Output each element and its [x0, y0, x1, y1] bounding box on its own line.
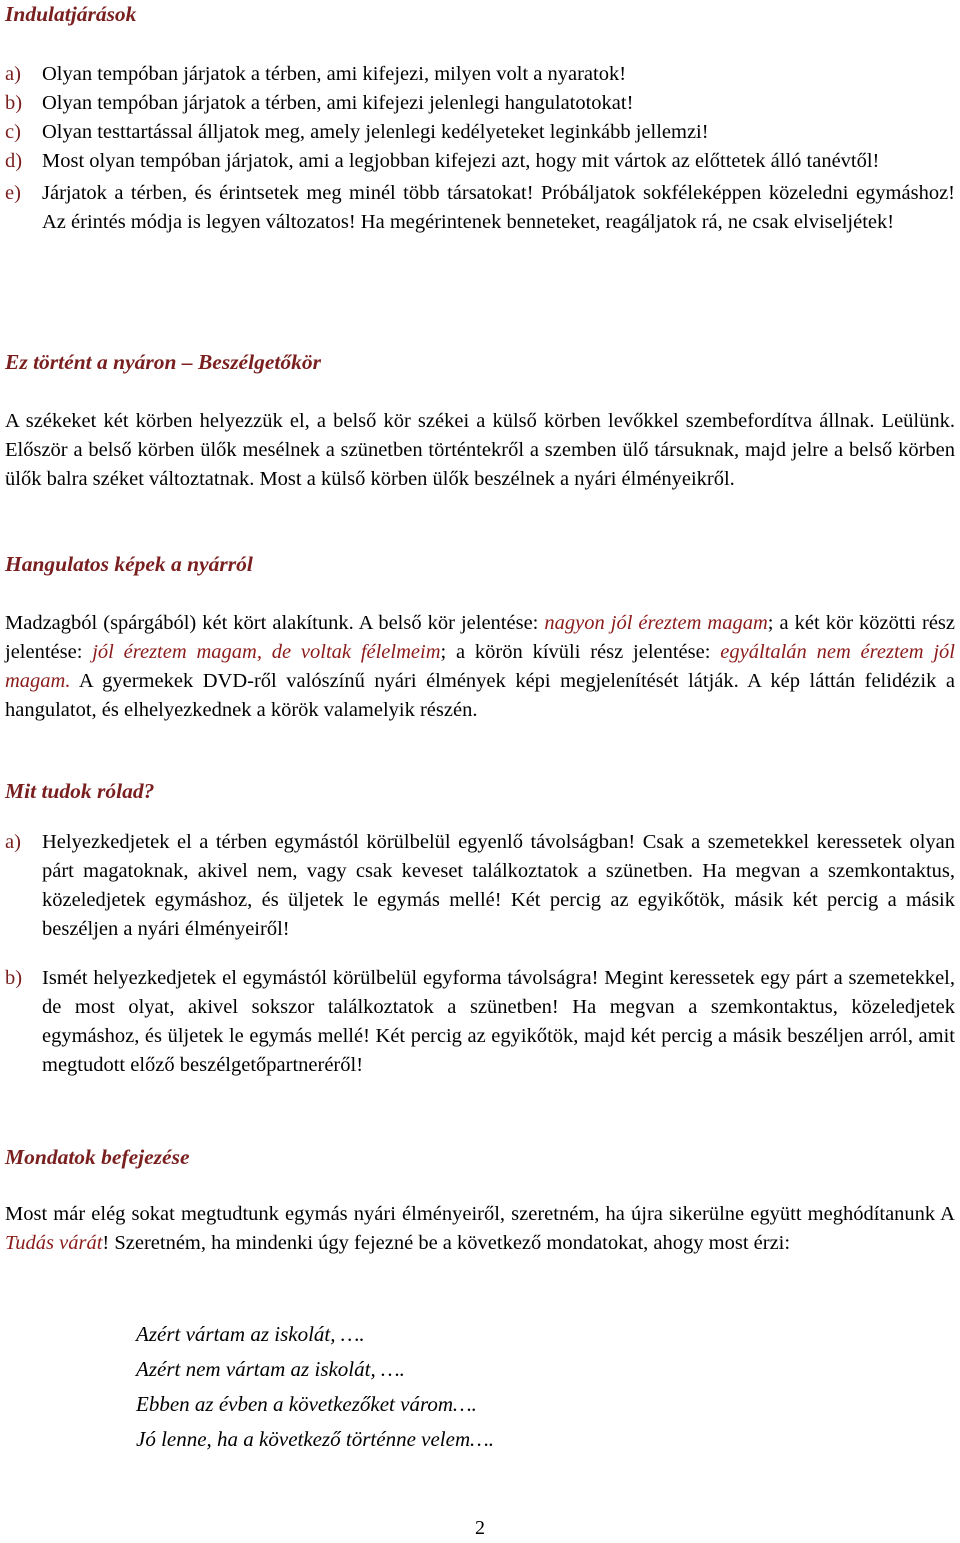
section-mit-tudok-rolad	[5, 777, 955, 1080]
list-marker: b)	[5, 92, 23, 114]
section-paragraph	[5, 609, 955, 725]
list-item-text: Most olyan tempóban járjatok, ami a legjobban kifejezi azt, hogy mit vártok az előttetek álló tanévtől!	[42, 150, 880, 172]
sentence-starter: Jó lenne, ha a következő történne velem….	[136, 1427, 495, 1451]
section-indulatjarasok	[5, 0, 955, 237]
list-item-text: Ismét helyezkedjetek el egymástól körülbelül egyforma távolságra! Megint keressetek egy párt a szemetekkel, de most olyat, akivel sokszor találkoztatok a szünetben! Ha megvan a szemkontaktus, közeledjetek egymáshoz, és üljetek le egymás mellé! Két percig az egyikőtök, majd két percig a másik beszéljen arról, amit megtudott előző beszélgetőpartneréről!	[42, 967, 955, 1076]
sentence-starter: Ebben az évben a következőket várom….	[136, 1392, 477, 1416]
text-run: Most már elég sokat megtudtunk egymás nyári élményeiről, szeretném, ha újra sikerülne együtt meghódítanunk A	[5, 1203, 955, 1225]
text-run: ; a két kör közötti rész jelentése:	[5, 612, 955, 663]
list-item-text: Olyan tempóban járjatok a térben, ami kifejezi, milyen volt a nyaratok!	[42, 63, 627, 85]
text-run: A gyermekek DVD-ről valószínű nyári élmények képi megjelenítését látják. A kép láttán felidézik a hangulatot, és elhelyezkednek a körök valamelyik részén.	[5, 670, 955, 721]
list-item	[5, 964, 955, 1080]
section-title: Indulatjárások	[5, 2, 137, 26]
section-mondatok-befejezese	[5, 1143, 955, 1258]
section-title: Hangulatos képek a nyárról	[5, 552, 253, 576]
sentence-starter: Azért vártam az iskolát, ….	[136, 1322, 365, 1346]
list-marker: a)	[5, 831, 21, 853]
list-item	[5, 147, 955, 176]
section-paragraph: A székeket két körben helyezzük el, a belső kör székei a külső körben levőkkel szembefordítva állnak. Leülünk. Először a belső körben ülők mesélnek a szünetben történtekről a szemben ülő társuknak, majd jelre a belső körben ülők balra széket változtatnak. Most a külső körben ülők beszélnek a nyári élményeikről.	[5, 410, 955, 490]
list-marker: a)	[5, 63, 21, 85]
section-title: Mit tudok rólad?	[5, 779, 155, 803]
sentence-starter: Azért nem vártam az iskolát, ….	[136, 1357, 405, 1381]
list-marker: d)	[5, 150, 23, 172]
list-item	[5, 89, 955, 118]
list-marker: c)	[5, 121, 21, 143]
text-run: ! Szeretném, ha mindenki úgy fejezné be a következő mondatokat, ahogy most érzi:	[102, 1232, 791, 1254]
emphasis-run: nagyon jól éreztem magam	[544, 612, 768, 634]
page-number: 2	[475, 1517, 485, 1539]
section-beszelgetokor	[5, 348, 955, 494]
sentence-starters	[136, 1317, 494, 1457]
list-item-text: Helyezkedjetek el a térben egymástól körülbelül egyenlő távolságban! Csak a szemetekkel keressetek olyan párt magatoknak, akivel nem, vagy csak keveset találkoztatok a szünetben. Ha megvan a szemkontaktus, közeledjetek egymáshoz, és üljetek le egymás mellé! Két percig az egyikőtök, másik két percig a másik beszéljen a nyári élményeiről!	[42, 831, 955, 940]
list-item-text: Olyan tempóban járjatok a térben, ami kifejezi jelenlegi hangulatotokat!	[42, 92, 634, 114]
list-item	[5, 118, 955, 147]
section-hangulatos-kepek	[5, 550, 955, 725]
list-marker: b)	[5, 967, 23, 989]
emphasis-run: egyáltalán nem éreztem jól magam.	[5, 641, 955, 692]
list-item-text: Olyan testtartással álljatok meg, amely jelenlegi kedélyeteket leginkább jellemzi!	[42, 121, 709, 143]
list-item	[5, 828, 955, 944]
section-title: Mondatok befejezése	[5, 1145, 190, 1169]
list-item	[5, 179, 955, 237]
list-marker: e)	[5, 182, 21, 204]
emphasis-run: Tudás várát	[5, 1232, 103, 1254]
emphasis-run: jól éreztem magam, de voltak félelmeim	[92, 641, 441, 663]
section-title: Ez történt a nyáron – Beszélgetőkör	[5, 350, 321, 374]
section-paragraph	[5, 1200, 955, 1258]
list-item-text: Járjatok a térben, és érintsetek meg minél több társatokat! Próbáljatok sokféleképpen közeledni egymáshoz! Az érintés módja is legyen változatos! Ha megérintenek benneteket, reagáljatok rá, ne csak elviseljétek!	[42, 182, 955, 233]
text-run: ; a körön kívüli rész jelentése:	[440, 641, 721, 663]
list-item	[5, 60, 955, 89]
text-run: Madzagból (spárgából) két kört alakítunk. A belső kör jelentése:	[5, 612, 545, 634]
